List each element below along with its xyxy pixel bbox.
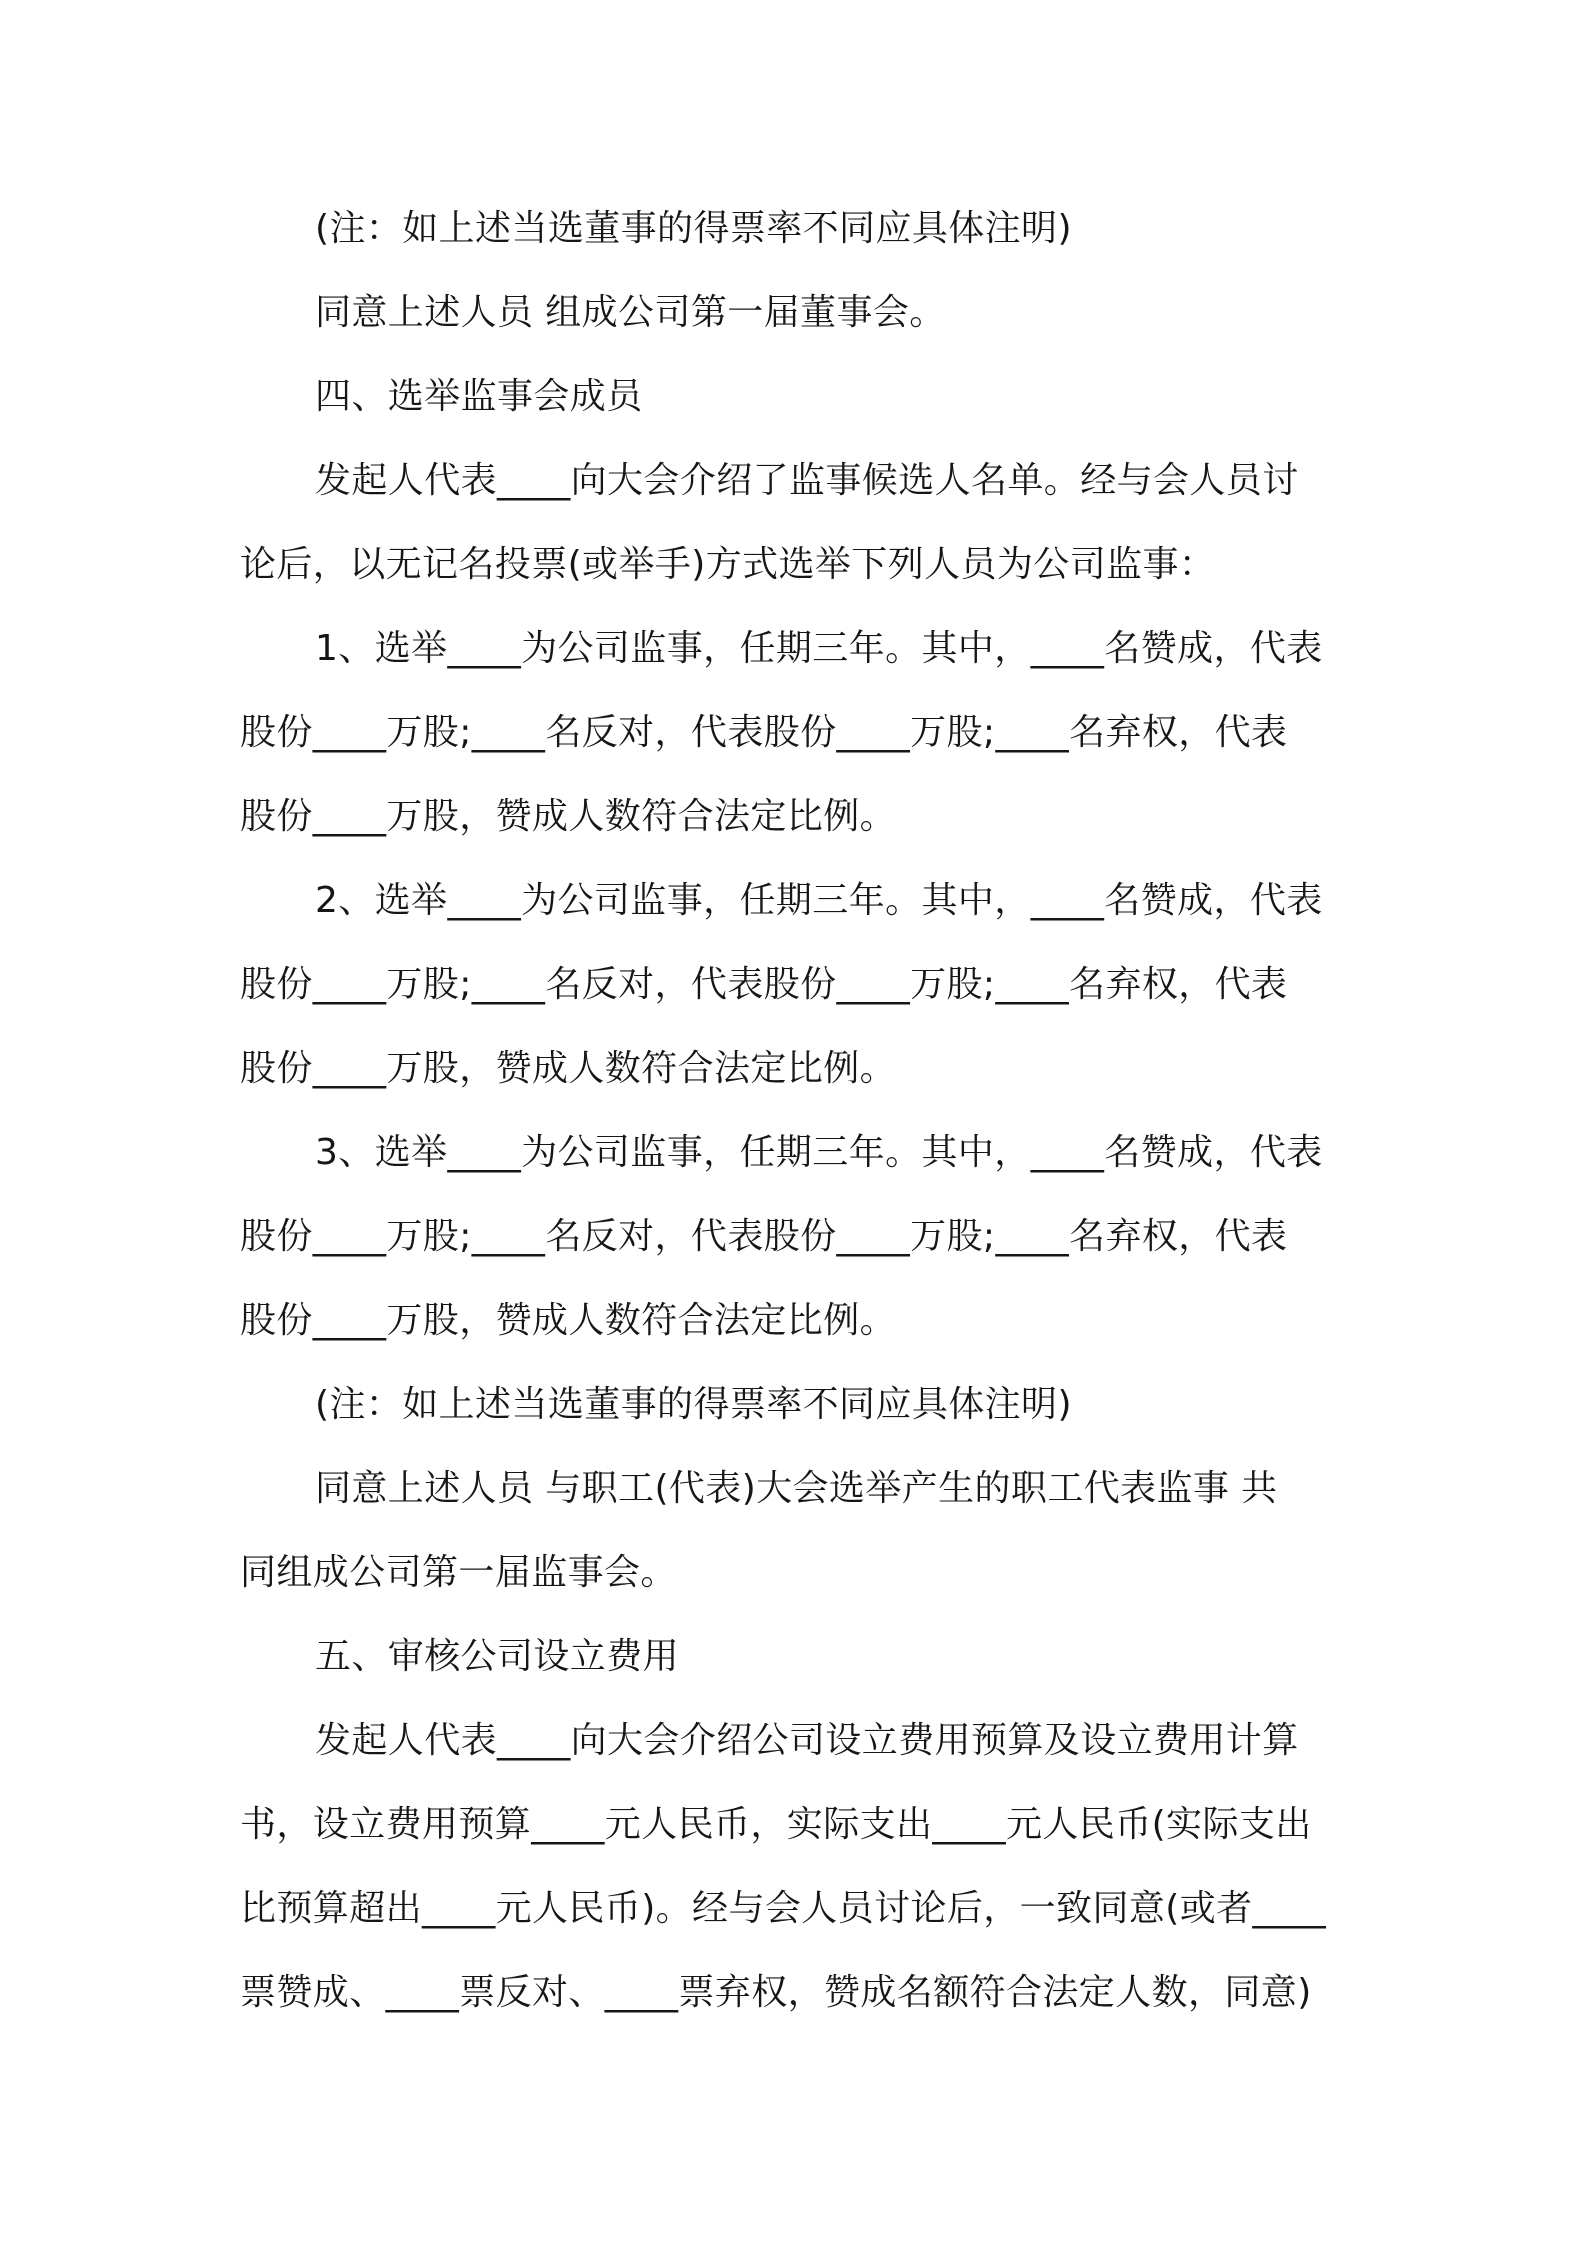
body-line: 发起人代表____向大会介绍了监事候选人名单。经与会人员讨 [315,460,1299,501]
list-item-line: 2、选举____为公司监事，任期三年。其中，____名赞成，代表 [315,880,1323,921]
body-line: 同组成公司第一届监事会。 [240,1552,677,1593]
section-heading: 五、审核公司设立费用 [315,1636,680,1677]
list-item-line: 股份____万股，赞成人数符合法定比例。 [240,1048,897,1089]
body-line: 书，设立费用预算____元人民币，实际支出____元人民币(实际支出 [240,1804,1312,1845]
list-item-line: 股份____万股，赞成人数符合法定比例。 [240,1300,897,1341]
list-item-line: 3、选举____为公司监事，任期三年。其中，____名赞成，代表 [315,1132,1323,1173]
body-line: 票赞成、____票反对、____票弃权，赞成名额符合法定人数，同意) [240,1972,1312,2013]
note-line: (注：如上述当选董事的得票率不同应具体注明) [315,208,1072,249]
body-line: 同意上述人员 与职工(代表)大会选举产生的职工代表监事 共 [315,1468,1278,1509]
body-line: 论后，以无记名投票(或举手)方式选举下列人员为公司监事： [240,544,1216,585]
list-item-line: 股份____万股;____名反对，代表股份____万股;____名弃权，代表 [240,712,1288,753]
list-item-line: 1、选举____为公司监事，任期三年。其中，____名赞成，代表 [315,628,1323,669]
body-line: 比预算超出____元人民币)。经与会人员讨论后，一致同意(或者____ [240,1888,1327,1929]
list-item-line: 股份____万股;____名反对，代表股份____万股;____名弃权，代表 [240,1216,1288,1257]
body-line: 同意上述人员 组成公司第一届董事会。 [315,292,946,333]
list-item-line: 股份____万股;____名反对，代表股份____万股;____名弃权，代表 [240,964,1288,1005]
note-line: (注：如上述当选董事的得票率不同应具体注明) [315,1384,1072,1425]
list-item-line: 股份____万股，赞成人数符合法定比例。 [240,796,897,837]
section-heading: 四、选举监事会成员 [315,376,643,417]
body-line: 发起人代表____向大会介绍公司设立费用预算及设立费用计算 [315,1720,1299,1761]
